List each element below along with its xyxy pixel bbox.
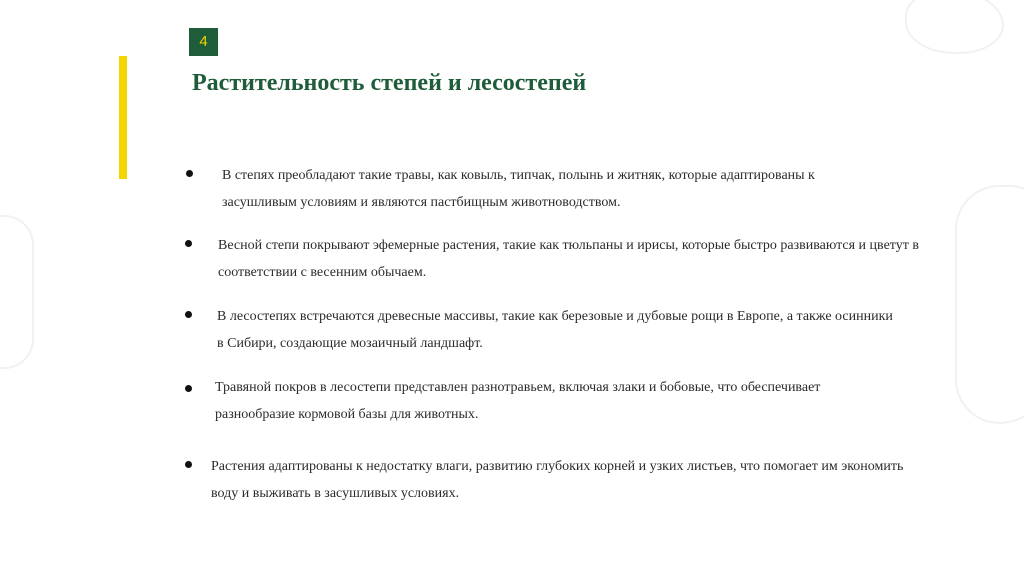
- slide-title: Растительность степей и лесостепей: [192, 70, 587, 96]
- bullet-text: В лесостепях встречаются древесные массивы, такие как березовые и дубовые рощи в Европе, а также осинники в Сибири, создающие мозаичный ландшафт.: [217, 309, 893, 351]
- bullet-icon: [185, 461, 192, 468]
- bullet-text: Весной степи покрывают эфемерные растения, такие как тюльпаны и ирисы, которые быстро развиваются и цветут в соответствии с весенним обычаем.: [218, 238, 919, 280]
- bullet-icon: [185, 311, 192, 318]
- page-number-badge: 4: [189, 28, 218, 56]
- bullet-text: Растения адаптированы к недостатку влаги, развитию глубоких корней и узких листьев, что помогает им экономить воду и выживать в засушливых условиях.: [211, 459, 904, 501]
- bullet-icon: [185, 240, 192, 247]
- decorative-shape-top-right: [905, 0, 1004, 54]
- bullet-text: Травяной покров в лесостепи представлен разнотравьем, включая злаки и бобовые, что обеспечивает разнообразие кормовой базы для животных.: [215, 380, 821, 422]
- bullet-text: В степях преобладают такие травы, как ковыль, типчак, полынь и житняк, которые адаптированы к засушливым условиям и являются пастбищным животноводством.: [222, 168, 815, 210]
- accent-bar: [119, 56, 127, 179]
- decorative-shape-left: [0, 215, 34, 369]
- bullet-icon: [186, 170, 193, 177]
- bullet-icon: [185, 385, 192, 392]
- decorative-shape-right: [955, 185, 1024, 424]
